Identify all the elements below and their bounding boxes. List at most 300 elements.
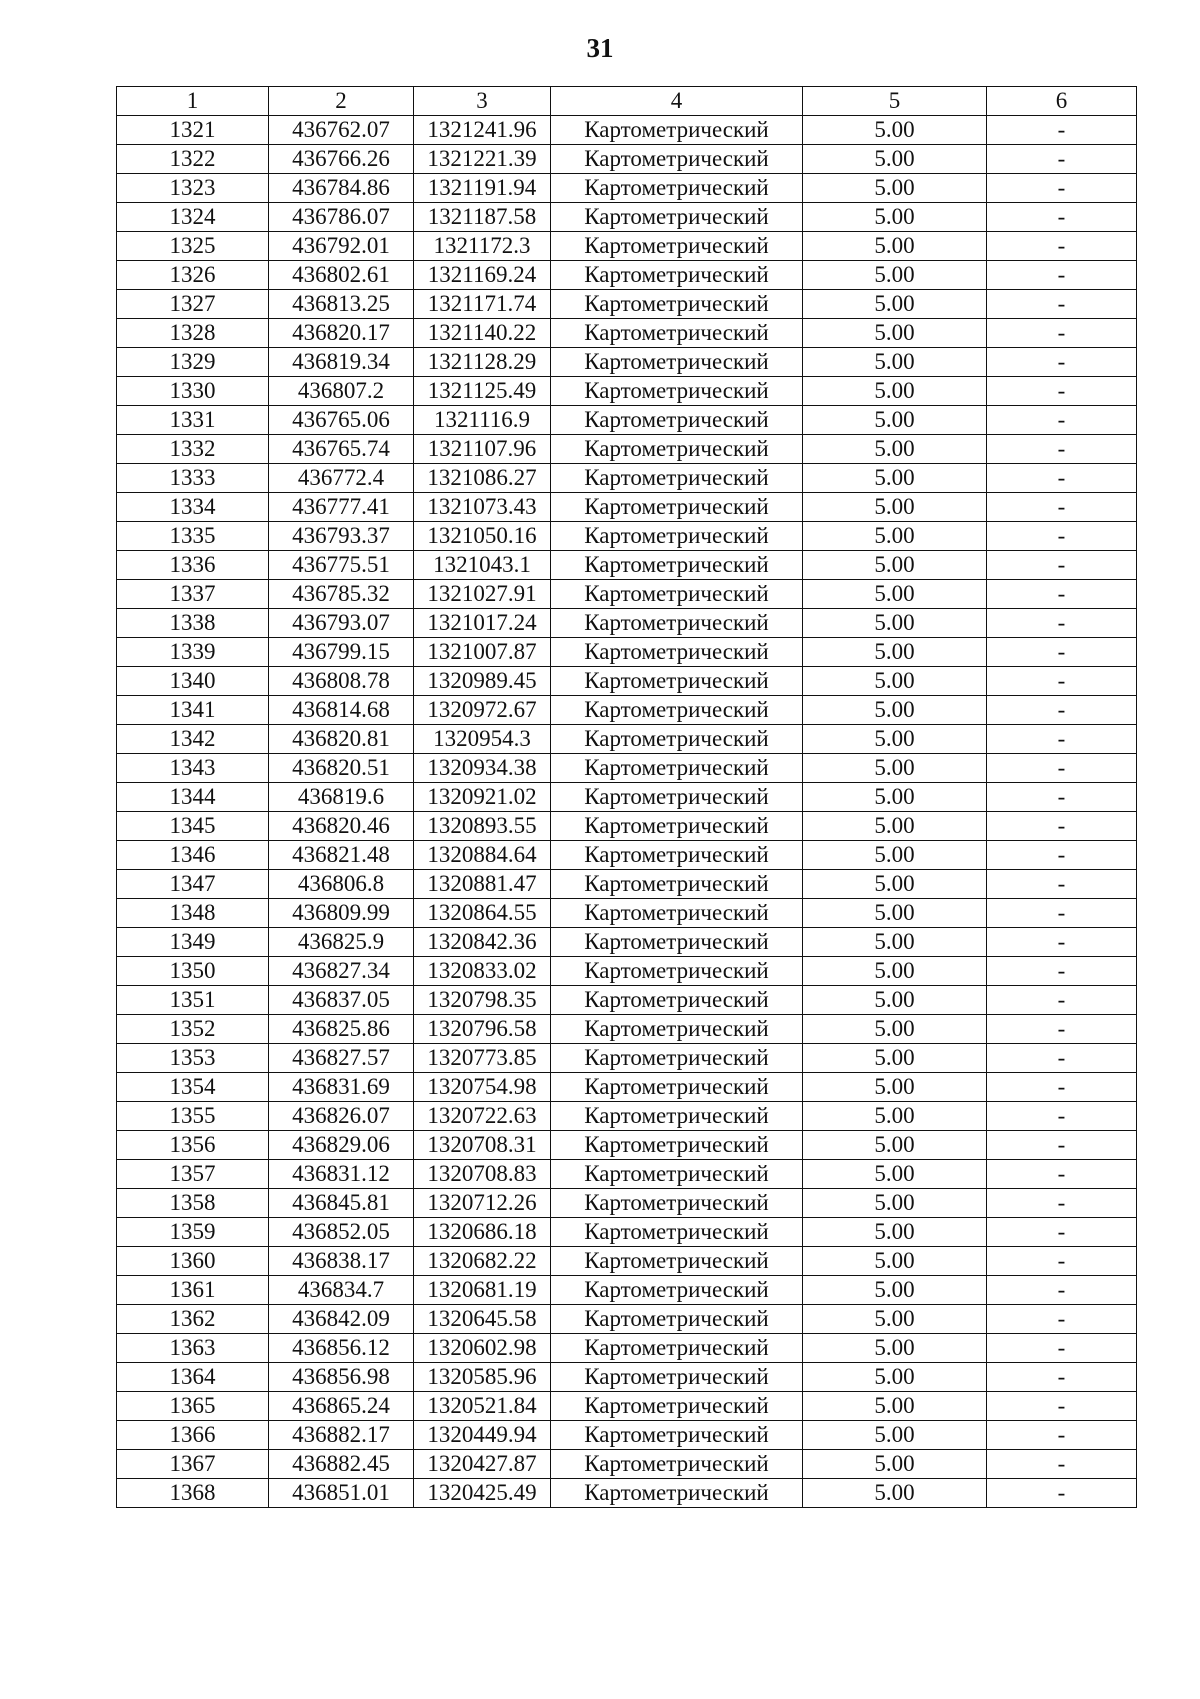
point-number-cell: 1324 bbox=[117, 203, 269, 232]
method-cell: Картометрический bbox=[551, 493, 803, 522]
point-number-cell: 1352 bbox=[117, 1015, 269, 1044]
point-number-cell: 1343 bbox=[117, 754, 269, 783]
table-row bbox=[117, 551, 1137, 580]
accuracy-cell: 5.00 bbox=[803, 696, 987, 725]
point-number-cell: 1342 bbox=[117, 725, 269, 754]
x-coordinate-cell: 436786.07 bbox=[269, 203, 414, 232]
table-row bbox=[117, 783, 1137, 812]
note-cell: - bbox=[987, 1479, 1137, 1508]
x-coordinate-cell: 436865.24 bbox=[269, 1392, 414, 1421]
table-row bbox=[117, 145, 1137, 174]
accuracy-cell: 5.00 bbox=[803, 406, 987, 435]
point-number-cell: 1327 bbox=[117, 290, 269, 319]
method-cell: Картометрический bbox=[551, 1305, 803, 1334]
y-coordinate-cell: 1320934.38 bbox=[414, 754, 551, 783]
point-number-cell: 1331 bbox=[117, 406, 269, 435]
method-cell: Картометрический bbox=[551, 1247, 803, 1276]
x-coordinate-cell: 436784.86 bbox=[269, 174, 414, 203]
table-row bbox=[117, 1247, 1137, 1276]
point-number-cell: 1329 bbox=[117, 348, 269, 377]
column-header: 6 bbox=[987, 87, 1137, 116]
x-coordinate-cell: 436766.26 bbox=[269, 145, 414, 174]
method-cell: Картометрический bbox=[551, 522, 803, 551]
note-cell: - bbox=[987, 1276, 1137, 1305]
point-number-cell: 1356 bbox=[117, 1131, 269, 1160]
point-number-cell: 1333 bbox=[117, 464, 269, 493]
y-coordinate-cell: 1320521.84 bbox=[414, 1392, 551, 1421]
accuracy-cell: 5.00 bbox=[803, 1102, 987, 1131]
y-coordinate-cell: 1321140.22 bbox=[414, 319, 551, 348]
note-cell: - bbox=[987, 1073, 1137, 1102]
method-cell: Картометрический bbox=[551, 1450, 803, 1479]
y-coordinate-cell: 1320954.3 bbox=[414, 725, 551, 754]
x-coordinate-cell: 436825.86 bbox=[269, 1015, 414, 1044]
accuracy-cell: 5.00 bbox=[803, 986, 987, 1015]
accuracy-cell: 5.00 bbox=[803, 1218, 987, 1247]
method-cell: Картометрический bbox=[551, 290, 803, 319]
point-number-cell: 1330 bbox=[117, 377, 269, 406]
method-cell: Картометрический bbox=[551, 464, 803, 493]
x-coordinate-cell: 436842.09 bbox=[269, 1305, 414, 1334]
point-number-cell: 1340 bbox=[117, 667, 269, 696]
y-coordinate-cell: 1320427.87 bbox=[414, 1450, 551, 1479]
x-coordinate-cell: 436831.12 bbox=[269, 1160, 414, 1189]
point-number-cell: 1328 bbox=[117, 319, 269, 348]
table-row bbox=[117, 174, 1137, 203]
accuracy-cell: 5.00 bbox=[803, 928, 987, 957]
method-cell: Картометрический bbox=[551, 1073, 803, 1102]
x-coordinate-cell: 436765.06 bbox=[269, 406, 414, 435]
method-cell: Картометрический bbox=[551, 1131, 803, 1160]
y-coordinate-cell: 1321241.96 bbox=[414, 116, 551, 145]
accuracy-cell: 5.00 bbox=[803, 580, 987, 609]
accuracy-cell: 5.00 bbox=[803, 464, 987, 493]
y-coordinate-cell: 1321107.96 bbox=[414, 435, 551, 464]
note-cell: - bbox=[987, 203, 1137, 232]
y-coordinate-cell: 1320449.94 bbox=[414, 1421, 551, 1450]
method-cell: Картометрический bbox=[551, 203, 803, 232]
x-coordinate-cell: 436802.61 bbox=[269, 261, 414, 290]
x-coordinate-cell: 436819.6 bbox=[269, 783, 414, 812]
note-cell: - bbox=[987, 435, 1137, 464]
table-row bbox=[117, 957, 1137, 986]
method-cell: Картометрический bbox=[551, 1044, 803, 1073]
method-cell: Картометрический bbox=[551, 1479, 803, 1508]
method-cell: Картометрический bbox=[551, 1392, 803, 1421]
accuracy-cell: 5.00 bbox=[803, 783, 987, 812]
y-coordinate-cell: 1320708.31 bbox=[414, 1131, 551, 1160]
table-row bbox=[117, 116, 1137, 145]
x-coordinate-cell: 436821.48 bbox=[269, 841, 414, 870]
note-cell: - bbox=[987, 609, 1137, 638]
point-number-cell: 1366 bbox=[117, 1421, 269, 1450]
y-coordinate-cell: 1321086.27 bbox=[414, 464, 551, 493]
accuracy-cell: 5.00 bbox=[803, 1015, 987, 1044]
y-coordinate-cell: 1320864.55 bbox=[414, 899, 551, 928]
note-cell: - bbox=[987, 1450, 1137, 1479]
method-cell: Картометрический bbox=[551, 1421, 803, 1450]
method-cell: Картометрический bbox=[551, 1160, 803, 1189]
y-coordinate-cell: 1321125.49 bbox=[414, 377, 551, 406]
accuracy-cell: 5.00 bbox=[803, 1189, 987, 1218]
y-coordinate-cell: 1321043.1 bbox=[414, 551, 551, 580]
table-row bbox=[117, 667, 1137, 696]
note-cell: - bbox=[987, 261, 1137, 290]
x-coordinate-cell: 436793.37 bbox=[269, 522, 414, 551]
table-row bbox=[117, 580, 1137, 609]
table-row bbox=[117, 1073, 1137, 1102]
table-row bbox=[117, 609, 1137, 638]
accuracy-cell: 5.00 bbox=[803, 1131, 987, 1160]
table-row bbox=[117, 1305, 1137, 1334]
note-cell: - bbox=[987, 812, 1137, 841]
x-coordinate-cell: 436838.17 bbox=[269, 1247, 414, 1276]
method-cell: Картометрический bbox=[551, 899, 803, 928]
y-coordinate-cell: 1320686.18 bbox=[414, 1218, 551, 1247]
accuracy-cell: 5.00 bbox=[803, 174, 987, 203]
point-number-cell: 1322 bbox=[117, 145, 269, 174]
x-coordinate-cell: 436820.81 bbox=[269, 725, 414, 754]
y-coordinate-cell: 1320842.36 bbox=[414, 928, 551, 957]
table-row bbox=[117, 812, 1137, 841]
x-coordinate-cell: 436827.57 bbox=[269, 1044, 414, 1073]
point-number-cell: 1339 bbox=[117, 638, 269, 667]
accuracy-cell: 5.00 bbox=[803, 1363, 987, 1392]
point-number-cell: 1368 bbox=[117, 1479, 269, 1508]
y-coordinate-cell: 1320881.47 bbox=[414, 870, 551, 899]
method-cell: Картометрический bbox=[551, 609, 803, 638]
point-number-cell: 1365 bbox=[117, 1392, 269, 1421]
y-coordinate-cell: 1321017.24 bbox=[414, 609, 551, 638]
note-cell: - bbox=[987, 1189, 1137, 1218]
point-number-cell: 1345 bbox=[117, 812, 269, 841]
note-cell: - bbox=[987, 1131, 1137, 1160]
accuracy-cell: 5.00 bbox=[803, 1073, 987, 1102]
table-row bbox=[117, 1363, 1137, 1392]
table-row bbox=[117, 986, 1137, 1015]
method-cell: Картометрический bbox=[551, 377, 803, 406]
note-cell: - bbox=[987, 1305, 1137, 1334]
accuracy-cell: 5.00 bbox=[803, 493, 987, 522]
note-cell: - bbox=[987, 1421, 1137, 1450]
accuracy-cell: 5.00 bbox=[803, 638, 987, 667]
x-coordinate-cell: 436831.69 bbox=[269, 1073, 414, 1102]
method-cell: Картометрический bbox=[551, 116, 803, 145]
point-number-cell: 1326 bbox=[117, 261, 269, 290]
note-cell: - bbox=[987, 696, 1137, 725]
y-coordinate-cell: 1320798.35 bbox=[414, 986, 551, 1015]
table-row bbox=[117, 493, 1137, 522]
table-row bbox=[117, 290, 1137, 319]
accuracy-cell: 5.00 bbox=[803, 870, 987, 899]
note-cell: - bbox=[987, 638, 1137, 667]
point-number-cell: 1347 bbox=[117, 870, 269, 899]
x-coordinate-cell: 436882.45 bbox=[269, 1450, 414, 1479]
note-cell: - bbox=[987, 841, 1137, 870]
x-coordinate-cell: 436825.9 bbox=[269, 928, 414, 957]
table-row bbox=[117, 899, 1137, 928]
note-cell: - bbox=[987, 1363, 1137, 1392]
method-cell: Картометрический bbox=[551, 928, 803, 957]
y-coordinate-cell: 1320645.58 bbox=[414, 1305, 551, 1334]
y-coordinate-cell: 1320585.96 bbox=[414, 1363, 551, 1392]
accuracy-cell: 5.00 bbox=[803, 377, 987, 406]
note-cell: - bbox=[987, 1334, 1137, 1363]
table-row bbox=[117, 1015, 1137, 1044]
point-number-cell: 1323 bbox=[117, 174, 269, 203]
column-header: 1 bbox=[117, 87, 269, 116]
note-cell: - bbox=[987, 1247, 1137, 1276]
point-number-cell: 1341 bbox=[117, 696, 269, 725]
accuracy-cell: 5.00 bbox=[803, 232, 987, 261]
x-coordinate-cell: 436819.34 bbox=[269, 348, 414, 377]
note-cell: - bbox=[987, 145, 1137, 174]
accuracy-cell: 5.00 bbox=[803, 435, 987, 464]
point-number-cell: 1325 bbox=[117, 232, 269, 261]
point-number-cell: 1360 bbox=[117, 1247, 269, 1276]
accuracy-cell: 5.00 bbox=[803, 319, 987, 348]
y-coordinate-cell: 1320754.98 bbox=[414, 1073, 551, 1102]
table-row bbox=[117, 1479, 1137, 1508]
y-coordinate-cell: 1321128.29 bbox=[414, 348, 551, 377]
accuracy-cell: 5.00 bbox=[803, 899, 987, 928]
table-row bbox=[117, 1189, 1137, 1218]
note-cell: - bbox=[987, 232, 1137, 261]
table-row bbox=[117, 1218, 1137, 1247]
note-cell: - bbox=[987, 1160, 1137, 1189]
point-number-cell: 1338 bbox=[117, 609, 269, 638]
x-coordinate-cell: 436856.98 bbox=[269, 1363, 414, 1392]
note-cell: - bbox=[987, 928, 1137, 957]
column-header: 3 bbox=[414, 87, 551, 116]
x-coordinate-cell: 436827.34 bbox=[269, 957, 414, 986]
y-coordinate-cell: 1320921.02 bbox=[414, 783, 551, 812]
accuracy-cell: 5.00 bbox=[803, 290, 987, 319]
y-coordinate-cell: 1320712.26 bbox=[414, 1189, 551, 1218]
x-coordinate-cell: 436851.01 bbox=[269, 1479, 414, 1508]
y-coordinate-cell: 1320773.85 bbox=[414, 1044, 551, 1073]
note-cell: - bbox=[987, 899, 1137, 928]
note-cell: - bbox=[987, 116, 1137, 145]
accuracy-cell: 5.00 bbox=[803, 725, 987, 754]
table-row bbox=[117, 696, 1137, 725]
page-number: 31 bbox=[586, 33, 614, 63]
table-header-row bbox=[117, 87, 1137, 116]
point-number-cell: 1334 bbox=[117, 493, 269, 522]
note-cell: - bbox=[987, 319, 1137, 348]
accuracy-cell: 5.00 bbox=[803, 1421, 987, 1450]
table-row bbox=[117, 406, 1137, 435]
y-coordinate-cell: 1321116.9 bbox=[414, 406, 551, 435]
method-cell: Картометрический bbox=[551, 435, 803, 464]
table-row bbox=[117, 261, 1137, 290]
table-row bbox=[117, 1160, 1137, 1189]
point-number-cell: 1337 bbox=[117, 580, 269, 609]
x-coordinate-cell: 436852.05 bbox=[269, 1218, 414, 1247]
table-row bbox=[117, 1392, 1137, 1421]
point-number-cell: 1361 bbox=[117, 1276, 269, 1305]
x-coordinate-cell: 436799.15 bbox=[269, 638, 414, 667]
x-coordinate-cell: 436829.06 bbox=[269, 1131, 414, 1160]
x-coordinate-cell: 436856.12 bbox=[269, 1334, 414, 1363]
point-number-cell: 1344 bbox=[117, 783, 269, 812]
point-number-cell: 1348 bbox=[117, 899, 269, 928]
accuracy-cell: 5.00 bbox=[803, 145, 987, 174]
note-cell: - bbox=[987, 725, 1137, 754]
table-row bbox=[117, 522, 1137, 551]
x-coordinate-cell: 436814.68 bbox=[269, 696, 414, 725]
note-cell: - bbox=[987, 580, 1137, 609]
accuracy-cell: 5.00 bbox=[803, 1479, 987, 1508]
table-row bbox=[117, 319, 1137, 348]
y-coordinate-cell: 1321007.87 bbox=[414, 638, 551, 667]
note-cell: - bbox=[987, 754, 1137, 783]
accuracy-cell: 5.00 bbox=[803, 841, 987, 870]
point-number-cell: 1359 bbox=[117, 1218, 269, 1247]
y-coordinate-cell: 1320722.63 bbox=[414, 1102, 551, 1131]
table-row bbox=[117, 1421, 1137, 1450]
accuracy-cell: 5.00 bbox=[803, 522, 987, 551]
method-cell: Картометрический bbox=[551, 841, 803, 870]
y-coordinate-cell: 1320602.98 bbox=[414, 1334, 551, 1363]
point-number-cell: 1358 bbox=[117, 1189, 269, 1218]
x-coordinate-cell: 436826.07 bbox=[269, 1102, 414, 1131]
table-row bbox=[117, 348, 1137, 377]
y-coordinate-cell: 1320833.02 bbox=[414, 957, 551, 986]
method-cell: Картометрический bbox=[551, 1334, 803, 1363]
table-row bbox=[117, 1276, 1137, 1305]
method-cell: Картометрический bbox=[551, 1102, 803, 1131]
note-cell: - bbox=[987, 174, 1137, 203]
method-cell: Картометрический bbox=[551, 986, 803, 1015]
y-coordinate-cell: 1320989.45 bbox=[414, 667, 551, 696]
accuracy-cell: 5.00 bbox=[803, 261, 987, 290]
method-cell: Картометрический bbox=[551, 261, 803, 290]
accuracy-cell: 5.00 bbox=[803, 1160, 987, 1189]
method-cell: Картометрический bbox=[551, 580, 803, 609]
method-cell: Картометрический bbox=[551, 174, 803, 203]
x-coordinate-cell: 436820.46 bbox=[269, 812, 414, 841]
point-number-cell: 1353 bbox=[117, 1044, 269, 1073]
y-coordinate-cell: 1320682.22 bbox=[414, 1247, 551, 1276]
method-cell: Картометрический bbox=[551, 1015, 803, 1044]
table-row bbox=[117, 841, 1137, 870]
table-row bbox=[117, 435, 1137, 464]
x-coordinate-cell: 436837.05 bbox=[269, 986, 414, 1015]
method-cell: Картометрический bbox=[551, 667, 803, 696]
point-number-cell: 1355 bbox=[117, 1102, 269, 1131]
accuracy-cell: 5.00 bbox=[803, 1247, 987, 1276]
note-cell: - bbox=[987, 377, 1137, 406]
note-cell: - bbox=[987, 290, 1137, 319]
table-row bbox=[117, 1131, 1137, 1160]
accuracy-cell: 5.00 bbox=[803, 1044, 987, 1073]
x-coordinate-cell: 436765.74 bbox=[269, 435, 414, 464]
x-coordinate-cell: 436793.07 bbox=[269, 609, 414, 638]
note-cell: - bbox=[987, 870, 1137, 899]
x-coordinate-cell: 436792.01 bbox=[269, 232, 414, 261]
accuracy-cell: 5.00 bbox=[803, 1276, 987, 1305]
note-cell: - bbox=[987, 1044, 1137, 1073]
y-coordinate-cell: 1320972.67 bbox=[414, 696, 551, 725]
method-cell: Картометрический bbox=[551, 348, 803, 377]
y-coordinate-cell: 1321172.3 bbox=[414, 232, 551, 261]
point-number-cell: 1357 bbox=[117, 1160, 269, 1189]
note-cell: - bbox=[987, 667, 1137, 696]
x-coordinate-cell: 436806.8 bbox=[269, 870, 414, 899]
note-cell: - bbox=[987, 986, 1137, 1015]
method-cell: Картометрический bbox=[551, 319, 803, 348]
method-cell: Картометрический bbox=[551, 754, 803, 783]
table-row bbox=[117, 1334, 1137, 1363]
accuracy-cell: 5.00 bbox=[803, 1392, 987, 1421]
method-cell: Картометрический bbox=[551, 1189, 803, 1218]
x-coordinate-cell: 436762.07 bbox=[269, 116, 414, 145]
point-number-cell: 1350 bbox=[117, 957, 269, 986]
table-row bbox=[117, 754, 1137, 783]
method-cell: Картометрический bbox=[551, 406, 803, 435]
accuracy-cell: 5.00 bbox=[803, 116, 987, 145]
note-cell: - bbox=[987, 551, 1137, 580]
table-row bbox=[117, 464, 1137, 493]
method-cell: Картометрический bbox=[551, 1363, 803, 1392]
accuracy-cell: 5.00 bbox=[803, 1334, 987, 1363]
x-coordinate-cell: 436785.32 bbox=[269, 580, 414, 609]
note-cell: - bbox=[987, 1102, 1137, 1131]
x-coordinate-cell: 436775.51 bbox=[269, 551, 414, 580]
column-header: 2 bbox=[269, 87, 414, 116]
x-coordinate-cell: 436845.81 bbox=[269, 1189, 414, 1218]
accuracy-cell: 5.00 bbox=[803, 667, 987, 696]
method-cell: Картометрический bbox=[551, 1218, 803, 1247]
y-coordinate-cell: 1320893.55 bbox=[414, 812, 551, 841]
table-row bbox=[117, 928, 1137, 957]
note-cell: - bbox=[987, 406, 1137, 435]
point-number-cell: 1335 bbox=[117, 522, 269, 551]
table-row bbox=[117, 232, 1137, 261]
table-body bbox=[117, 116, 1137, 1508]
note-cell: - bbox=[987, 783, 1137, 812]
method-cell: Картометрический bbox=[551, 725, 803, 754]
point-number-cell: 1321 bbox=[117, 116, 269, 145]
method-cell: Картометрический bbox=[551, 812, 803, 841]
note-cell: - bbox=[987, 493, 1137, 522]
accuracy-cell: 5.00 bbox=[803, 348, 987, 377]
x-coordinate-cell: 436807.2 bbox=[269, 377, 414, 406]
table-row bbox=[117, 725, 1137, 754]
y-coordinate-cell: 1321187.58 bbox=[414, 203, 551, 232]
accuracy-cell: 5.00 bbox=[803, 957, 987, 986]
y-coordinate-cell: 1321171.74 bbox=[414, 290, 551, 319]
note-cell: - bbox=[987, 1392, 1137, 1421]
note-cell: - bbox=[987, 522, 1137, 551]
table-row bbox=[117, 203, 1137, 232]
point-number-cell: 1332 bbox=[117, 435, 269, 464]
y-coordinate-cell: 1321027.91 bbox=[414, 580, 551, 609]
accuracy-cell: 5.00 bbox=[803, 551, 987, 580]
accuracy-cell: 5.00 bbox=[803, 812, 987, 841]
y-coordinate-cell: 1321050.16 bbox=[414, 522, 551, 551]
method-cell: Картометрический bbox=[551, 696, 803, 725]
column-header: 5 bbox=[803, 87, 987, 116]
accuracy-cell: 5.00 bbox=[803, 1305, 987, 1334]
x-coordinate-cell: 436820.17 bbox=[269, 319, 414, 348]
coordinates-table bbox=[116, 86, 1137, 1508]
note-cell: - bbox=[987, 1218, 1137, 1247]
x-coordinate-cell: 436808.78 bbox=[269, 667, 414, 696]
point-number-cell: 1336 bbox=[117, 551, 269, 580]
method-cell: Картометрический bbox=[551, 1276, 803, 1305]
